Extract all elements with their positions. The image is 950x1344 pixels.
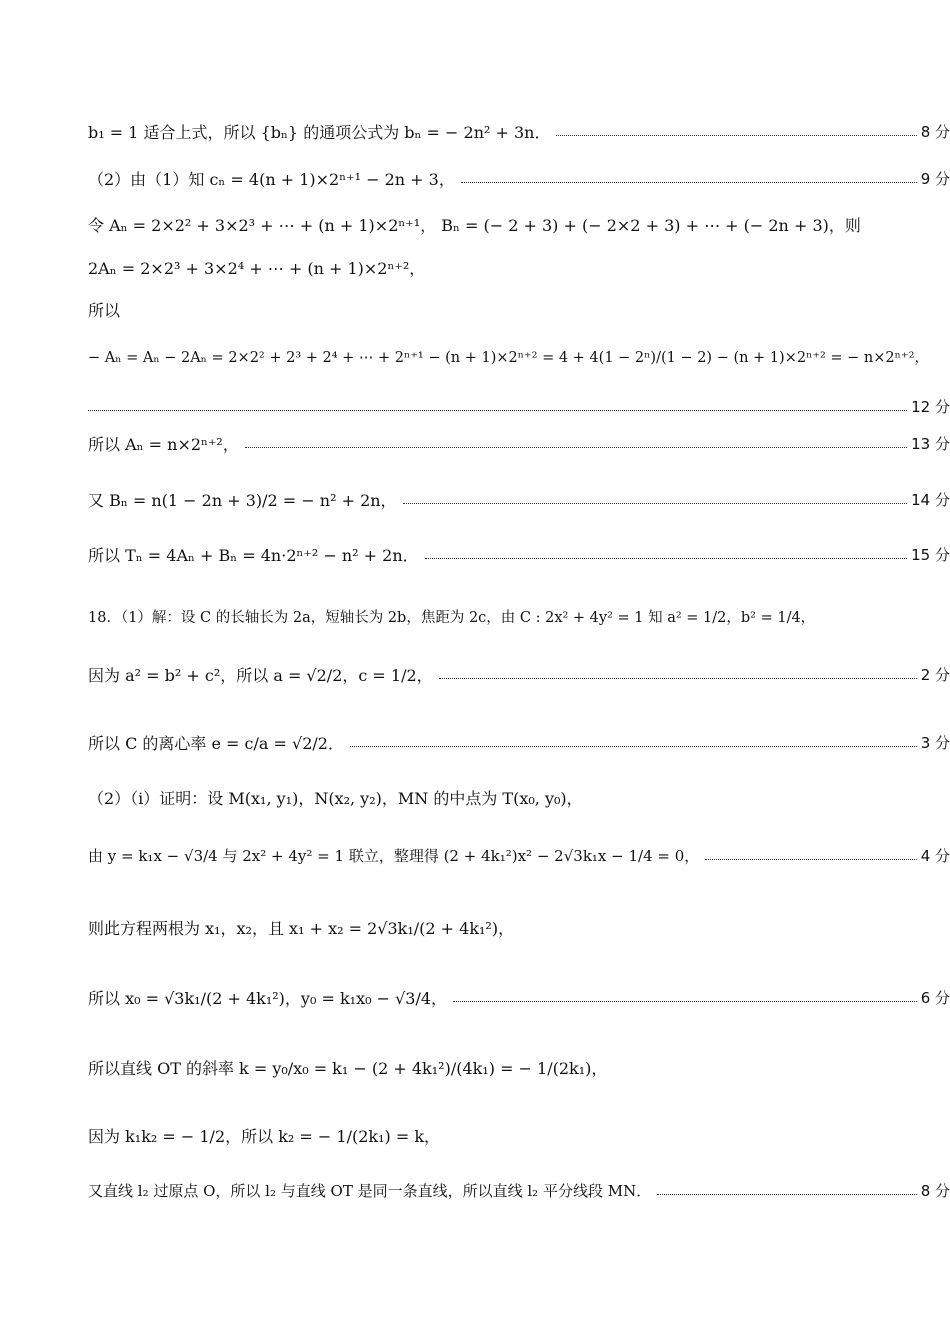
- line-16: [88, 898, 950, 958]
- line-10: [88, 525, 950, 585]
- line-18: [88, 1038, 950, 1098]
- score-label: 15 分: [911, 546, 950, 564]
- dot-leader: [403, 503, 908, 504]
- score-label: 3 分: [920, 734, 950, 752]
- line-text: 因为 k₁k₂ = − 1/2，所以 k₂ = − 1/(2k₁) = k，: [88, 1127, 441, 1146]
- dot-leader: [461, 182, 917, 183]
- dot-leader: [350, 746, 917, 747]
- score-label: 2 分: [920, 666, 950, 684]
- dot-leader: [657, 1194, 916, 1195]
- line-9: [88, 470, 950, 530]
- line-text: − Aₙ = Aₙ − 2Aₙ = 2×2² + 2³ + 2⁴ + ⋯ + 2ⁿ⁺¹ − (n + 1)×2ⁿ⁺² = 4 + 4(1 − 2ⁿ)/(1 − 2) − (n + 1)×2ⁿ⁺² = − n×2ⁿ⁺²，: [88, 350, 929, 366]
- line-text: 所以 x₀ = √3k₁/(2 + 4k₁²)，y₀ = k₁x₀ − √3/4，: [88, 989, 448, 1008]
- line-text: （2）（i）证明：设 M(x₁, y₁)，N(x₂, y₂)，MN 的中点为 T(x₀, y₀)，: [88, 789, 583, 808]
- line-text: 则此方程两根为 x₁，x₂，且 x₁ + x₂ = 2√3k₁/(2 + 4k₁²)，: [88, 919, 515, 938]
- score-label: 9 分: [920, 170, 950, 188]
- line-text: 令 Aₙ = 2×2² + 3×2³ + ⋯ + (n + 1)×2ⁿ⁺¹， Bₙ = (− 2 + 3) + (− 2×2 + 3) + ⋯ + (− 2n + 3)，则: [88, 216, 861, 235]
- dot-leader: [425, 558, 907, 559]
- dot-leader: [439, 678, 917, 679]
- line-15: [88, 827, 950, 887]
- line-text: 因为 a² = b² + c²，所以 a = √2/2，c = 1/2，: [88, 666, 433, 685]
- line-13: [88, 713, 950, 773]
- dot-leader: [556, 135, 916, 136]
- line-19: [88, 1106, 950, 1166]
- line-text: （2）由（1）知 cₙ = 4(n + 1)×2ⁿ⁺¹ − 2n + 3，: [88, 170, 455, 189]
- score-label: 6 分: [920, 989, 950, 1007]
- line-text: 又 Bₙ = n(1 − 2n + 3)/2 = − n² + 2n，: [88, 491, 397, 510]
- line-text: 所以 Tₙ = 4Aₙ + Bₙ = 4n·2ⁿ⁺² − n² + 2n．: [88, 546, 419, 565]
- score-label: 12 分: [911, 398, 950, 416]
- line-12: [88, 645, 950, 705]
- line-text: 所以 Aₙ = n×2ⁿ⁺²，: [88, 435, 239, 454]
- line-text: 所以直线 OT 的斜率 k = y₀/x₀ = k₁ − (2 + 4k₁²)/(4k₁) = − 1/(2k₁)，: [88, 1059, 608, 1078]
- line-text: 18．（1）解：设 C 的长轴长为 2a，短轴长为 2b，焦距为 2c，由 C : 2x² + 4y² = 1 知 a² = 1/2，b² = 1/4，: [88, 610, 816, 626]
- score-label: 4 分: [920, 847, 950, 865]
- line-text: b₁ = 1 适合上式，所以 {bₙ} 的通项公式为 bₙ = − 2n² + 3n．: [88, 123, 551, 142]
- dot-leader: [453, 1001, 917, 1002]
- line-20: [88, 1162, 950, 1222]
- line-text: 2Aₙ = 2×2³ + 3×2⁴ + ⋯ + (n + 1)×2ⁿ⁺²，: [88, 259, 426, 278]
- score-label: 14 分: [911, 491, 950, 509]
- line-17: [88, 968, 950, 1028]
- dot-leader: [245, 447, 907, 448]
- line-11: [88, 588, 950, 648]
- line-text: 由 y = k₁x − √3/4 与 2x² + 4y² = 1 联立，整理得 (2 + 4k₁²)x² − 2√3k₁x − 1/4 = 0，: [88, 847, 700, 865]
- line-text: 又直线 l₂ 过原点 O，所以 l₂ 与直线 OT 是同一条直线，所以直线 l₂ 平分线段 MN．: [88, 1182, 652, 1200]
- line-8: [88, 414, 950, 474]
- line-text: 所以 C 的离心率 e = c/a = √2/2．: [88, 734, 344, 753]
- line-14: [88, 768, 950, 828]
- dot-leader: [88, 410, 907, 411]
- score-label: 8 分: [920, 123, 950, 141]
- dot-leader: [705, 859, 916, 860]
- score-label: 13 分: [911, 435, 950, 453]
- line-text: 所以: [88, 301, 121, 320]
- score-label: 8 分: [920, 1182, 950, 1200]
